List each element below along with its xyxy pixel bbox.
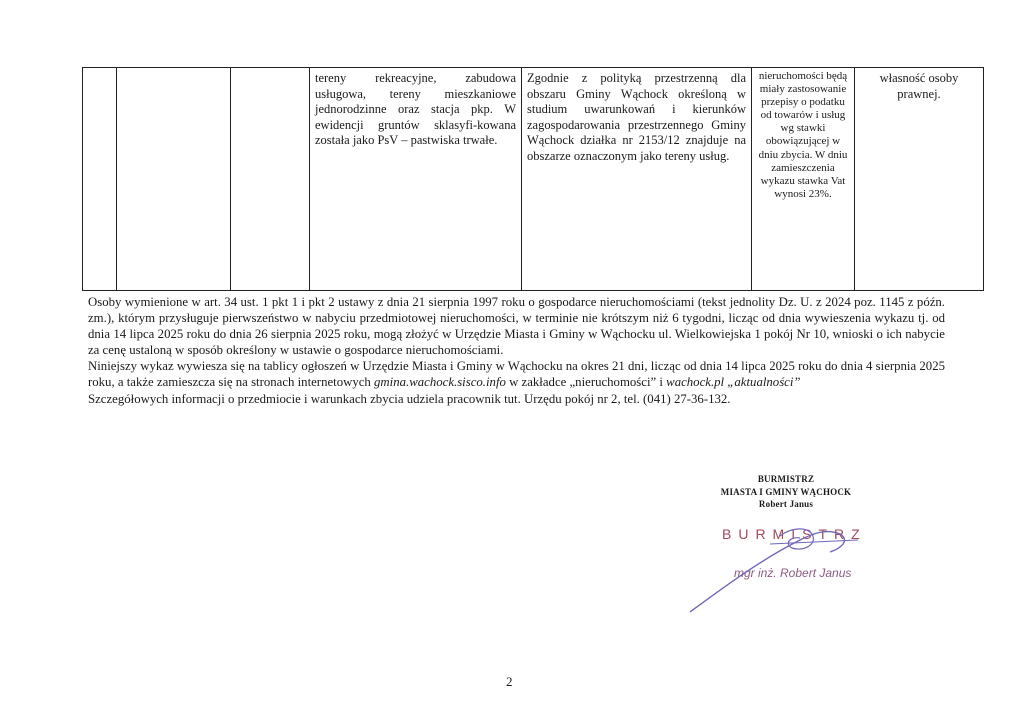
land-use-text: tereny rekreacyjne, zabudowa usługowa, tereny mieszkaniowe jednorodzinne oraz stacja pkp. W ewidencji gruntów sklasyfi-kowana została jako PsV – pastwiska trwałe. xyxy=(315,71,516,148)
table-cell-tax xyxy=(752,68,855,291)
table-cell-empty-1 xyxy=(83,68,117,291)
signature-name: Robert Janus xyxy=(758,499,814,509)
zoning-text: Zgodnie z polityką przestrzenną dla obszaru Gminy Wąchock określoną w studium uwarunkowań i kierunków zagospodarowania przestrzennego Gminy Wąchock działka nr 2153/12 znajduje na obszarze oznaczonym jako tereny usług. xyxy=(527,71,746,163)
table-cell-zoning xyxy=(522,68,752,291)
website-link-wachock[interactable]: wachock.pl „aktualności” xyxy=(666,375,801,390)
table-cell-empty-3 xyxy=(231,68,310,291)
contact-paragraph: Szczegółowych informacji o przedmiocie i warunkach zbycia udziela pracownik tut. Urzędu pokój nr 2, tel. (041) 27-36-132. xyxy=(88,391,731,406)
page-number: 2 xyxy=(506,674,513,689)
table-cell-empty-2 xyxy=(117,68,231,291)
tax-text: nieruchomości będą miały zastosowanie przepisy o podatku od towarów i usług wg stawki obowiązującej w dniu zbycia. W dniu zamieszczenia wykazu stawka Vat wynosi 23%. xyxy=(758,70,848,200)
stamp-title: BURMISTRZ xyxy=(722,526,867,542)
table-row xyxy=(83,68,984,291)
signature-office: MIASTA I GMINY WĄCHOCK xyxy=(720,486,852,497)
signature-header xyxy=(686,473,886,511)
website-link-gmina[interactable]: gmina.wachock.sisco.info xyxy=(374,375,506,390)
stamp-name: mgr inż. Robert Janus xyxy=(734,566,852,580)
ownership-text: własność osoby prawnej. xyxy=(879,71,959,101)
posting-paragraph xyxy=(88,358,945,390)
posting-text-1: Niniejszy wykaz wywiesza się na tablicy ogłoszeń w Urzędzie Miasta i Gminy w Wąchocku na okres 21 dni, licząc od dnia 14 lipca 2025 roku do dnia 4 sierpnia 2025 roku, a także zamieszcza się na stronach internetowych xyxy=(88,359,945,390)
property-table xyxy=(82,67,984,291)
notice-paragraphs xyxy=(88,294,945,407)
table-cell-ownership xyxy=(855,68,984,291)
signature-title: BURMISTRZ xyxy=(757,474,815,484)
priority-paragraph: Osoby wymienione w art. 34 ust. 1 pkt 1 i pkt 2 ustawy z dnia 21 sierpnia 1997 roku o gospodarce nieruchomościami (tekst jednolity Dz. U. z 2024 poz. 1145 z późn. zm.), którym przysługuje pierwszeństwo w nabyciu przedmiotowej nieruchomości, w terminie nie krótszym niż 6 tygodni, licząc od dnia wywieszenia wykazu tj. od dnia 14 lipca 2025 roku do dnia 26 sierpnia 2025 roku, mogą złożyć w Urzędzie Miasta i Gminy w Wąchocku ul. Wielkowiejska 1 pokój Nr 10, wnioski o ich nabycie za cenę ustaloną w sposób określony w ustawie o gospodarce nieruchomościami. xyxy=(88,295,945,358)
posting-text-2: w zakładce „nieruchomości” i xyxy=(509,375,663,390)
table-cell-land-use xyxy=(310,68,522,291)
